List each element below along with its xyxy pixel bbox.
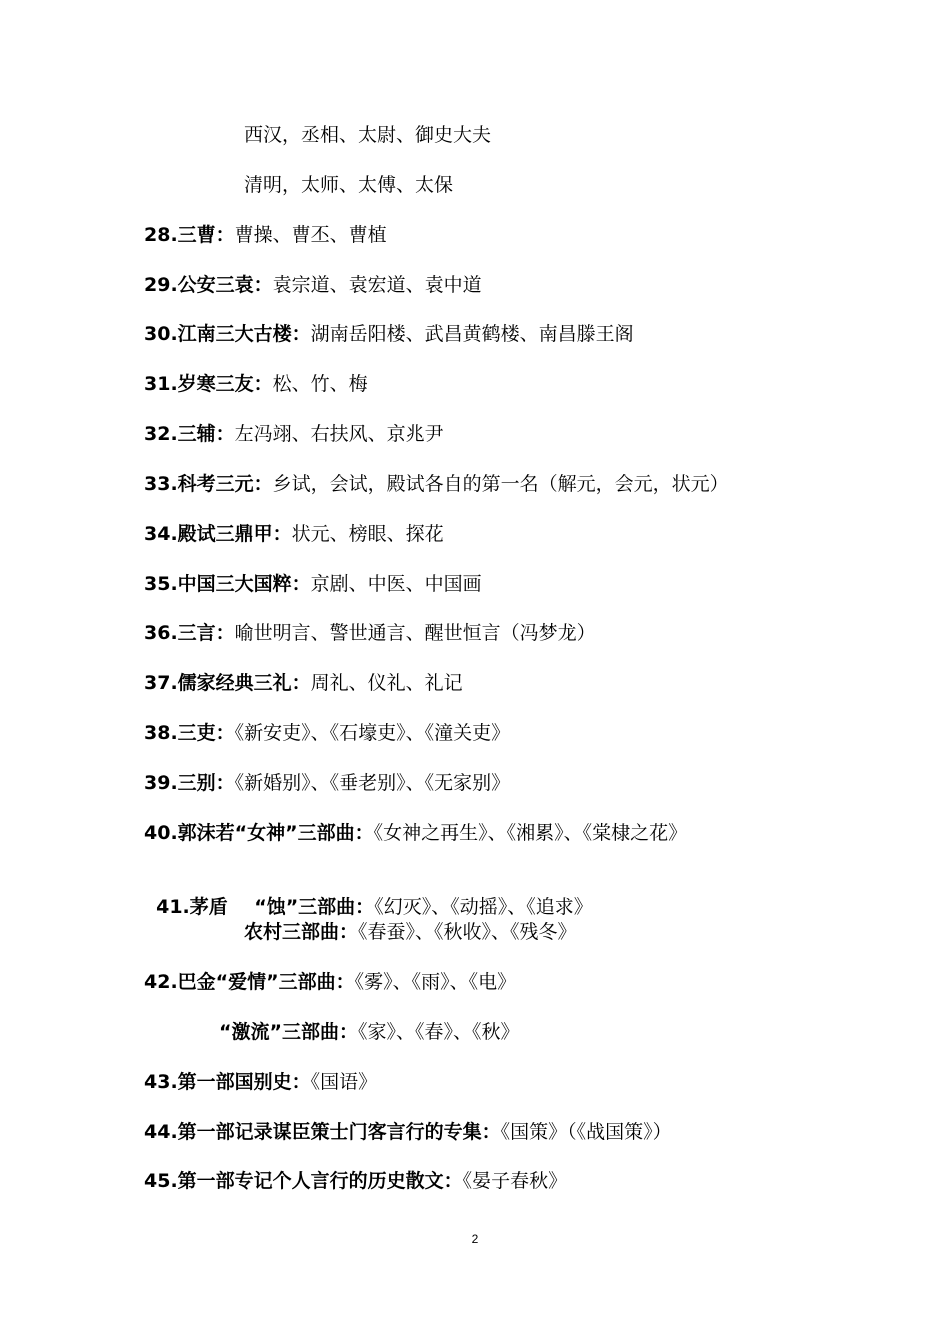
item-label: 29.公安三袁：	[144, 274, 273, 296]
line-text: 西汉，丞相、太尉、御史大夫	[244, 124, 492, 146]
list-item	[144, 273, 482, 297]
list-item	[144, 771, 510, 795]
item-text: 曹操、曹丕、曹植	[234, 224, 387, 246]
item-text: 松、竹、梅	[272, 373, 368, 395]
item-label: 37.儒家经典三礼：	[144, 672, 311, 694]
list-item	[144, 970, 516, 994]
list-item	[144, 422, 444, 446]
item-label: 42.巴金“爱情”三部曲：	[144, 971, 355, 993]
page-number: 2	[471, 1232, 479, 1246]
item-label: 39.三别：	[144, 772, 235, 794]
item-text: 《国语》	[310, 1071, 378, 1093]
list-item	[144, 472, 729, 496]
item-label: 40.郭沫若“女神”三部曲：	[144, 822, 374, 844]
item-text: 乡试，会试，殿试各自的第一名（解元，会元，状元）	[272, 473, 729, 495]
list-item	[144, 621, 596, 645]
list-item	[144, 1120, 672, 1144]
item-label: 36.三言：	[144, 622, 235, 644]
list-item	[144, 572, 482, 596]
item-text: 湖南岳阳楼、武昌黄鹤楼、南昌滕王阁	[310, 323, 634, 345]
list-item	[144, 372, 368, 396]
item-text: 《雾》、《雨》、《电》	[354, 971, 517, 993]
list-item	[144, 821, 687, 845]
list-item	[144, 322, 634, 346]
item-text: 《新婚别》、《垂老别》、《无家别》	[234, 772, 511, 794]
item-text: 状元、榜眼、探花	[291, 523, 444, 545]
item-text: 《晏子春秋》	[462, 1170, 568, 1192]
text-line	[244, 173, 453, 197]
list-item	[144, 671, 463, 695]
item-label: 33.科考三元：	[144, 473, 273, 495]
item-label: 35.中国三大国粹：	[144, 573, 311, 595]
item-text: 《春蚕》、《秋收》、《残冬》	[358, 921, 577, 943]
list-item	[144, 721, 510, 745]
item-label: 农村三部曲：	[244, 921, 359, 943]
list-item	[144, 522, 444, 546]
item-label: “激流”三部曲：	[219, 1021, 358, 1043]
item-label: 44.第一部记录谋臣策士门客言行的专集：	[144, 1121, 501, 1143]
item-text: 《女神之再生》、《湘累》、《棠棣之花》	[373, 822, 688, 844]
item-text: 《新安吏》、《石壕吏》、《潼关吏》	[234, 722, 511, 744]
item-label: 43.第一部国别史：	[144, 1071, 311, 1093]
item-label: 34.殿试三鼎甲：	[144, 523, 292, 545]
list-item	[144, 1169, 567, 1193]
list-item	[144, 223, 387, 247]
item-text: 《家》、《春》、《秋》	[357, 1021, 520, 1043]
item-text: 喻世明言、警世通言、醒世恒言（冯梦龙）	[234, 622, 596, 644]
item-text: 《幻灭》、《动摇》、《追求》	[374, 896, 593, 918]
item-label: 31.岁寒三友：	[144, 373, 273, 395]
item-label: 38.三吏：	[144, 722, 235, 744]
text-line	[244, 123, 491, 147]
item-label: 41.茅盾 “蚀”三部曲：	[156, 896, 375, 918]
line-text: 清明，太师、太傅、太保	[244, 174, 454, 196]
list-item	[219, 1020, 520, 1044]
item-text: 《国策》（《战国策》）	[500, 1121, 672, 1143]
item-label: 45.第一部专记个人言行的历史散文：	[144, 1170, 463, 1192]
item-label: 30.江南三大古楼：	[144, 323, 311, 345]
item-label: 32.三辅：	[144, 423, 235, 445]
item-text: 左冯翊、右扶风、京兆尹	[234, 423, 444, 445]
item-text: 袁宗道、袁宏道、袁中道	[272, 274, 482, 296]
list-item	[144, 1070, 377, 1094]
list-item	[144, 871, 593, 919]
item-text: 周礼、仪礼、礼记	[310, 672, 463, 694]
list-item	[244, 920, 577, 944]
item-text: 京剧、中医、中国画	[310, 573, 482, 595]
item-label: 28.三曹：	[144, 224, 235, 246]
